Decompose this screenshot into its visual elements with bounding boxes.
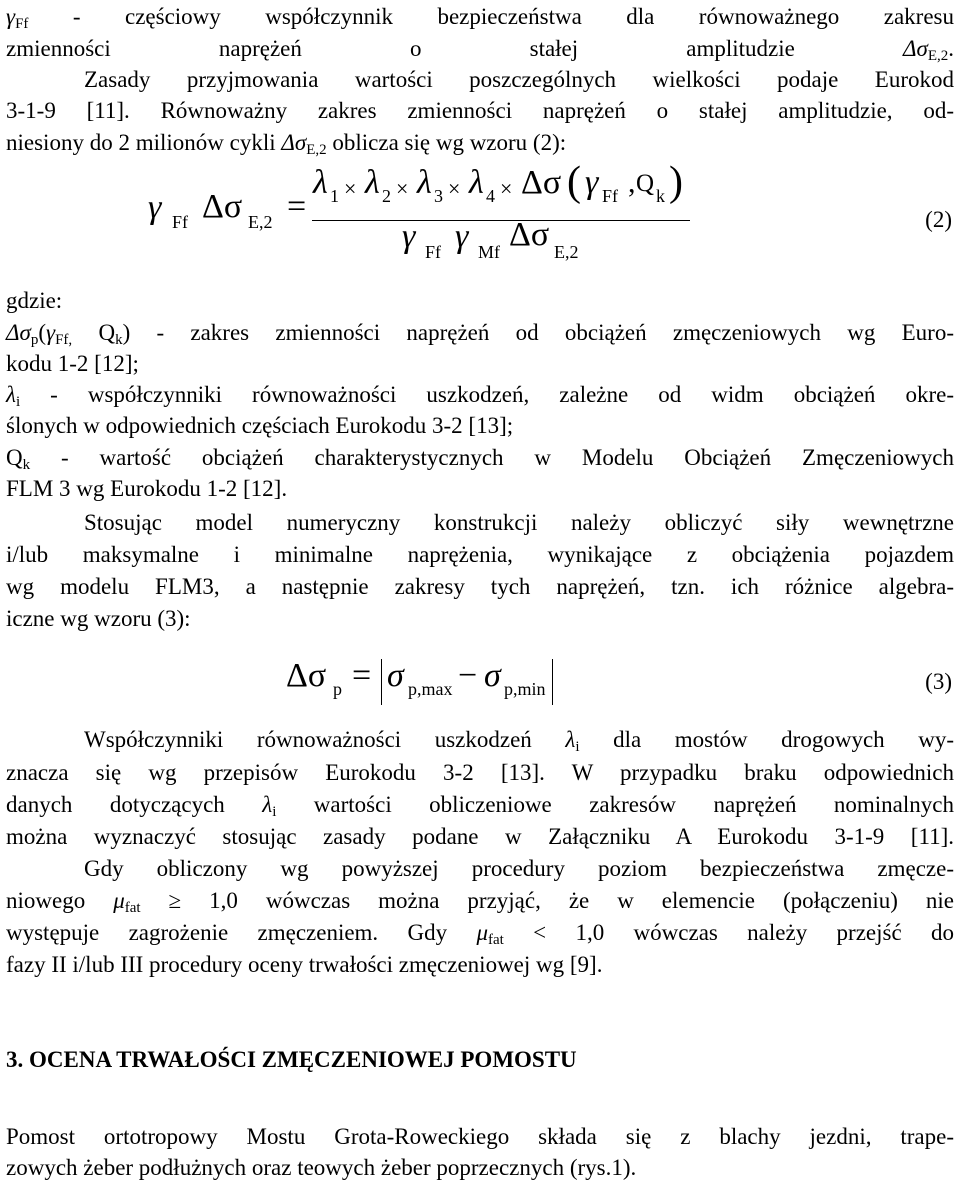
text-line [6,441,954,475]
text-span: niowego [6,888,114,913]
text-span: zowych żeber podłużnych oraz teowych żeber poprzecznych (rys.1). [6,1155,637,1180]
lambda-symbol: λ [6,382,16,407]
text-line [6,126,954,160]
subscript: fat [488,932,504,948]
subscript: Ff [15,16,29,32]
subscript: p,max [408,679,453,699]
q-symbol: Q [6,445,23,470]
absolute-value-bar [552,659,553,705]
subscript: p [30,332,39,348]
subscript: k [115,332,123,348]
text-line [6,884,954,918]
text-span: oblicza się wg wzoru (2): [326,130,567,155]
subscript: E,2 [248,212,273,232]
mu-symbol: μ [476,920,489,945]
text-line [6,94,954,128]
text-line [84,723,954,757]
delta-sigma-symbol: Δσ [286,657,327,694]
text-line [6,570,954,604]
sigma-symbol: σ [387,657,404,694]
subscript: Ff [602,186,619,206]
subscript: 1 [330,186,339,206]
gamma-symbol: γ [455,218,469,255]
text-line [6,788,954,822]
delta-sigma-symbol: Δσ [202,188,243,225]
delta-sigma-symbol: Δσ [509,216,550,253]
text-span: Stosując model numeryczny konstrukcji należy obliczyć siły wewnętrzne [84,510,954,535]
subscript: p,min [504,679,546,699]
text-line [6,820,954,854]
text-span: znacza się wg przepisów Eurokodu 3-2 [13]. W przypadku braku odpowiednich [6,760,954,785]
text-span: 1,0 wówczas można przyjąć, że w elemencie (połączeniu) nie [209,888,954,913]
text-line [6,948,954,982]
text-span: wg modelu FLM3, a następnie zakresy tych naprężeń, tzn. ich różnice algebra- [6,574,954,599]
text-span: - współczynniki równoważności uszkodzeń, zależne od widm obciążeń okre- [20,382,954,407]
subscript: k [656,186,665,206]
fraction-bar [312,220,690,221]
equals-sign: = [352,657,372,694]
text-span: Q [72,320,116,345]
subscript: 3 [434,186,443,206]
text-span: FLM 3 wg Eurokodu 1-2 [12]. [6,476,288,501]
text-line [6,1151,954,1185]
text-span: < 1,0 wówczas należy przejść do [503,920,954,945]
text-span: zmienności naprężeń o stałej amplitudzie [6,36,903,61]
text-span: ( [38,320,47,345]
mu-symbol: μ [113,888,125,913]
text-span: kodu 1-2 [12]; [6,351,139,376]
text-span: fazy II i/lub III procedury oceny trwałości zmęczeniowej wg [9]. [6,952,603,977]
lambda-symbol: λ [417,164,432,201]
comma: , [628,166,636,199]
subscript: k [22,457,31,473]
text-span: ślonych w odpowiednich częściach Eurokodu 3-2 [13]; [6,413,514,438]
subscript: i [575,739,580,755]
open-paren: ( [567,159,581,205]
subscript: fat [124,900,141,916]
text-span: można wyznaczyć stosując zasady podane w Załączniku A Eurokodu 3-1-9 [11]. [6,824,954,849]
delta-sigma-symbol: Δσ [521,164,562,201]
gamma-symbol: γ [402,218,416,255]
text-span: niesiony do 2 milionów cykli [6,130,282,155]
formula-2 [0,160,960,280]
text-line [6,32,954,66]
text-line [6,347,954,381]
text-line [84,63,954,97]
gamma-symbol: γ [585,164,599,201]
equation-number: (2) [925,207,952,232]
equals-sign: = [287,188,307,225]
subscript: Ff [172,212,189,232]
q-symbol: Q [636,170,655,197]
text-line [6,538,954,572]
text-line [84,506,954,540]
text-span: Współczynniki równoważności uszkodzeń [84,727,566,752]
text-line [6,916,954,950]
times-sign: × [396,176,409,201]
section-heading: 3. OCENA TRWAŁOŚCI ZMĘCZENIOWEJ POMOSTU [6,1047,577,1072]
times-sign: × [344,176,357,201]
text-span: gdzie: [6,288,63,313]
subscript: E,2 [306,142,327,158]
equation-number: (3) [925,669,952,694]
text-line [6,409,954,443]
text-span: Zasady przyjmowania wartości poszczególnych wielkości podaje Eurokod [84,67,954,92]
subscript: Ff, [55,332,73,348]
text-line [6,284,954,318]
text-line [6,316,954,350]
subscript: i [15,394,21,410]
lambda-symbol: λ [365,164,380,201]
lambda-symbol: λ [313,164,328,201]
text-span: ) - zakres zmienności naprężeń od obciążeń zmęczeniowych wg Euro- [122,320,954,345]
text-span: wartości obliczeniowe zakresów naprężeń nominalnych [276,792,954,817]
sigma-symbol: σ [484,657,501,694]
text-span: 3-1-9 [11]. Równoważny zakres zmienności naprężeń o stałej amplitudzie, od- [6,98,954,123]
subscript: E,2 [927,48,949,64]
subscript: i [272,804,277,820]
gamma-symbol: γ [148,189,162,226]
close-paren: ) [669,159,683,205]
delta-sigma-symbol: Δσ [6,320,31,345]
subscript: 2 [382,186,391,206]
text-span: - częściowy współczynnik bezpieczeństwa dla równoważnego zakresu [28,4,954,29]
lambda-symbol: λ [565,727,576,752]
formula-3 [0,655,960,715]
subscript: 4 [486,186,495,206]
text-span: dla mostów drogowych wy- [579,727,955,752]
lambda-symbol: λ [262,792,273,817]
text-span: i/lub maksymalne i minimalne naprężenia, wynikające z obciążenia pojazdem [6,542,954,567]
text-span: - wartość obciążeń charakterystycznych w Modelu Obciążeń Zmęczeniowych [30,445,954,470]
delta-sigma-symbol: Δσ [281,130,307,155]
gamma-symbol: γ [46,320,56,345]
subscript: Mf [478,242,500,262]
text-line [84,852,954,886]
gamma-symbol: γ [6,4,16,29]
text-span: występuje zagrożenie zmęczeniem. Gdy [6,920,477,945]
subscript: p [333,679,342,699]
minus-sign: − [458,657,478,694]
text-line [6,756,954,790]
text-line [6,602,954,636]
lambda-symbol: λ [469,164,484,201]
text-line [6,1120,954,1154]
text-span: Gdy obliczony wg powyższej procedury poziom bezpieczeństwa zmęcze- [84,856,954,881]
absolute-value-bar [381,659,382,705]
text-span: danych dotyczących [6,792,263,817]
greater-equal-sign: ≥ [140,888,210,913]
text-line [6,378,954,412]
subscript: Ff [425,242,442,262]
text-span: Pomost ortotropowy Mostu Grota-Roweckiego składa się z blachy jezdni, trape- [6,1124,954,1149]
subscript: E,2 [554,242,579,262]
text-line [6,0,954,34]
times-sign: × [448,176,461,201]
delta-sigma-symbol: Δσ [902,36,928,61]
times-sign: × [500,176,513,201]
text-span: . [948,36,954,61]
text-line [6,472,954,506]
text-span: iczne wg wzoru (3): [6,606,191,631]
